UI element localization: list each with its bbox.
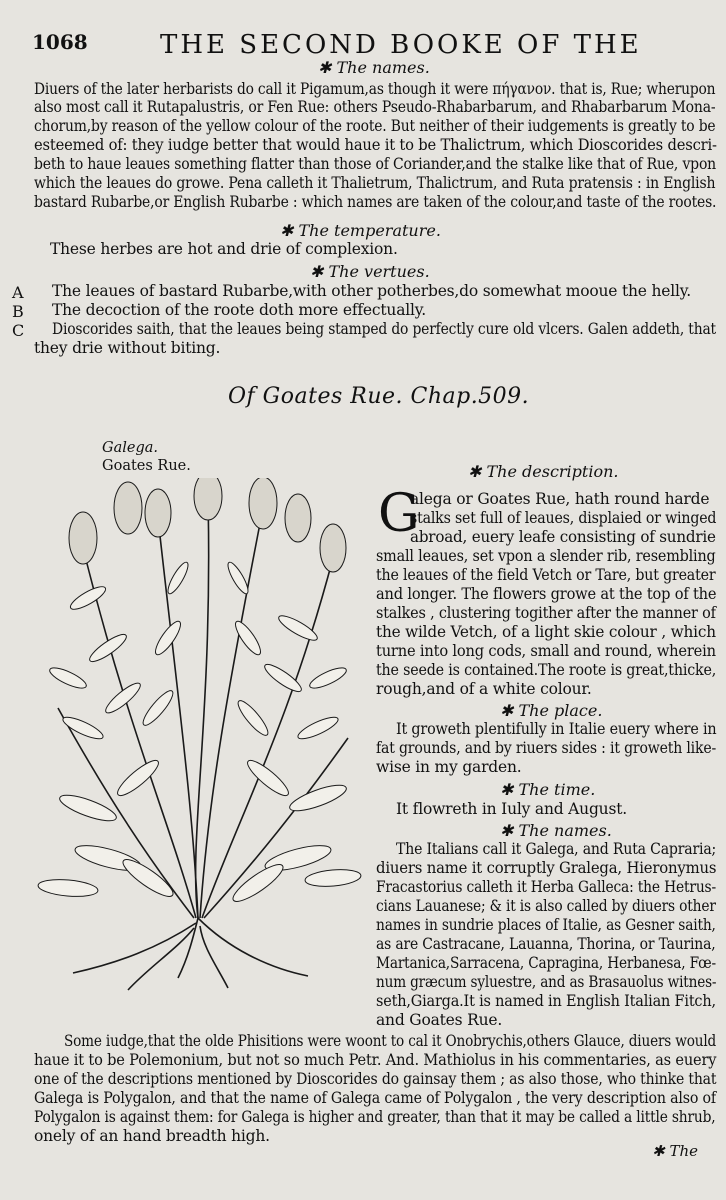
text-line: beth to haue leaues something flatter than those of Coriander,and the stalke like that of Rue, vpon bbox=[34, 155, 717, 173]
drop-cap: G bbox=[378, 484, 420, 544]
text-line: stalks set full of leaues, displaied or winged bbox=[410, 509, 717, 527]
figure-english-name: Goates Rue. bbox=[102, 458, 191, 474]
heading-names: ✱ The names. bbox=[318, 58, 430, 77]
text-line: It groweth plentifully in Italie euery where in bbox=[396, 720, 717, 738]
text-line: names in sundrie places of Italie, as Gesner saith, bbox=[376, 916, 716, 934]
text-line: which the leaues do growe. Pena calleth it Thalietrum, Thalictrum, and Ruta pratensis : in English bbox=[34, 174, 716, 192]
text-line: seth,Giarga.It is named in English Italian Fitch, bbox=[376, 992, 716, 1010]
catchword: ✱ The bbox=[652, 1142, 698, 1160]
text-line: small leaues, set vpon a slender rib, resembling bbox=[376, 547, 716, 565]
text-line: abroad, euery leafe consisting of sundrie bbox=[410, 528, 716, 546]
text-line: turne into long cods, small and round, wherein bbox=[376, 642, 716, 660]
text-line: Polygalon is against them: for Galega is higher and greater, than that it may be called a little shrub, bbox=[34, 1108, 716, 1126]
text-line: and longer. The flowers growe at the top of the bbox=[376, 585, 717, 603]
page-number: 1068 bbox=[32, 30, 88, 54]
text-line: they drie without biting. bbox=[34, 339, 221, 357]
text-line: Galega is Polygalon, and that the name of Galega came of Polygalon , the very description also of bbox=[34, 1089, 716, 1107]
margin-marker-b: B bbox=[12, 302, 24, 321]
text-line: as are Castracane, Lauanna, Thorina, or Taurina, bbox=[376, 935, 716, 953]
text-line: Diuers of the later herbarists do call it Pigamum,as though it were πήγανον. that is, Rue; wherupon bbox=[34, 80, 716, 98]
figure-latin-name: Galega. bbox=[102, 440, 158, 456]
text-line: Martanica,Sarracena, Capragina, Herbanesa, Fœ- bbox=[376, 954, 716, 972]
heading-description: ✱ The description. bbox=[468, 462, 619, 481]
text-line: The leaues of bastard Rubarbe,with other potherbes,do somewhat mooue the helly. bbox=[52, 282, 691, 300]
text-line: and Goates Rue. bbox=[376, 1011, 503, 1029]
text-line: fat grounds, and by riuers sides : it groweth like- bbox=[376, 739, 717, 757]
heading-names-2: ✱ The names. bbox=[500, 821, 612, 840]
running-title: THE SECOND BOOKE OF THE bbox=[160, 30, 642, 60]
text-line: These herbes are hot and drie of complexion. bbox=[50, 240, 398, 258]
text-line: esteemed of: they iudge better that would haue it to be Thalictrum, which Dioscorides descri- bbox=[34, 136, 717, 154]
text-line: cians Lauanese; & it is also called by diuers other bbox=[376, 897, 716, 915]
text-line: the leaues of the field Vetch or Tare, but greater bbox=[376, 566, 716, 584]
text-line: wise in my garden. bbox=[376, 758, 522, 776]
text-line: onely of an hand breadth high. bbox=[34, 1127, 270, 1145]
text-line: num græcum syluestre, and as Brasauolus witnes- bbox=[376, 973, 717, 991]
text-line: The Italians call it Galega, and Ruta Capraria; bbox=[396, 840, 717, 858]
text-line: It flowreth in Iuly and August. bbox=[396, 800, 627, 818]
margin-marker-a: A bbox=[12, 283, 24, 302]
goates-rue-woodcut-illustration bbox=[28, 478, 368, 998]
heading-temperature: ✱ The temperature. bbox=[280, 221, 441, 240]
text-line: also most call it Rutapalustris, or Fen Rue: others Pseudo-Rhabarbarum, and Rhabarbarum Mona- bbox=[34, 98, 716, 116]
text-line: the seede is contained.The roote is great,thicke, bbox=[376, 661, 717, 679]
text-line: Some iudge,that the olde Phisitions were woont to cal it Onobrychis,others Glauce, diuers would bbox=[64, 1032, 717, 1050]
margin-marker-c: C bbox=[12, 321, 25, 340]
text-line: one of the descriptions mentioned by Dioscorides do gainsay them ; as also those, who thinke that bbox=[34, 1070, 717, 1088]
text-line: chorum,by reason of the yellow colour of the roote. But neither of their iudgements is greatly to be bbox=[34, 117, 716, 135]
text-line: The decoction of the roote doth more effectually. bbox=[52, 301, 426, 319]
heading-vertues: ✱ The vertues. bbox=[310, 262, 430, 281]
heading-time: ✱ The time. bbox=[500, 780, 596, 799]
text-line: Dioscorides saith, that the leaues being stamped do perfectly cure old vlcers. Galen addeth, that bbox=[52, 320, 716, 338]
text-line: stalkes , clustering togither after the manner of bbox=[376, 604, 716, 622]
text-line: bastard Rubarbe,or English Rubarbe : which names are taken of the colour,and taste of the rootes. bbox=[34, 193, 717, 211]
text-line: the wilde Vetch, of a light skie colour , which bbox=[376, 623, 716, 641]
text-line: diuers name it corruptly Gralega, Hieronymus bbox=[376, 859, 717, 877]
text-line: alega or Goates Rue, hath round harde bbox=[410, 490, 710, 508]
text-line: haue it to be Polemonium, but not so much Petr. And. Mathiolus in his commentaries, as euery bbox=[34, 1051, 717, 1069]
text-line: rough,and of a white colour. bbox=[376, 680, 592, 698]
heading-place: ✱ The place. bbox=[500, 701, 603, 720]
text-line: Fracastorius calleth it Herba Galleca: the Hetrus- bbox=[376, 878, 716, 896]
chapter-title: Of Goates Rue. Chap.509. bbox=[228, 384, 530, 409]
